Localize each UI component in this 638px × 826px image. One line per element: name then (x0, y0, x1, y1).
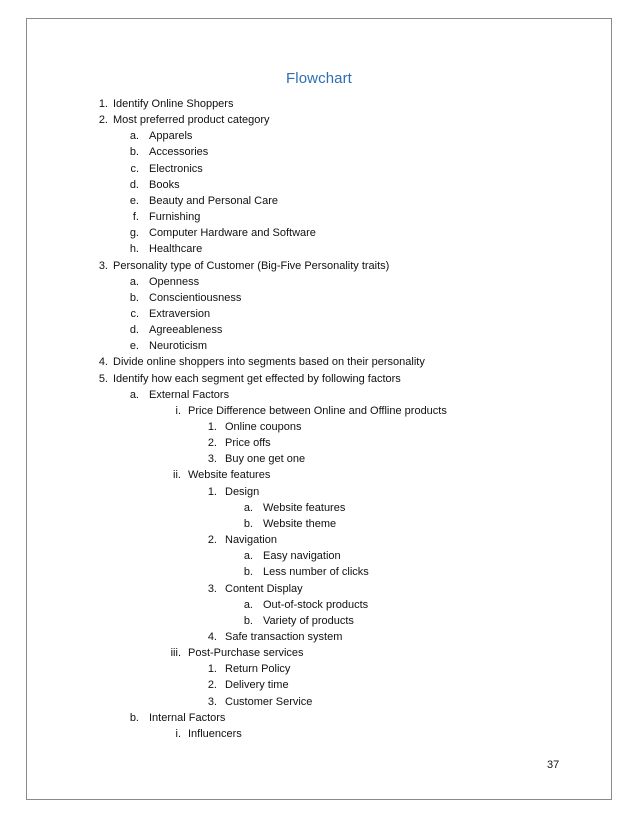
outline-item-marker: h. (129, 243, 139, 256)
outline-item-marker: 2. (207, 679, 217, 692)
outline-item-text: Extraversion (149, 307, 211, 320)
outline-item-marker: 3. (207, 453, 217, 466)
outline-item-text: Accessories (149, 146, 209, 159)
outline-item (0, 371, 638, 387)
outline-item (0, 274, 638, 290)
outline-item (0, 500, 638, 516)
outline-item (0, 694, 638, 710)
outline-item-text: Openness (149, 275, 200, 288)
outline-item (0, 161, 638, 177)
outline-item-marker: ii. (173, 469, 181, 482)
outline-item-marker: a. (129, 275, 139, 288)
outline-item-text: Navigation (225, 534, 277, 546)
outline-item-marker: 2. (98, 114, 108, 127)
page-title: Flowchart (286, 70, 352, 87)
outline-item-marker: d. (129, 324, 139, 337)
outline-item (0, 645, 638, 661)
outline-item (0, 144, 638, 160)
outline-item-marker: 5. (98, 372, 108, 385)
outline-item-marker: iii. (170, 647, 181, 660)
outline-item (0, 613, 638, 629)
outline-item-text: Variety of products (263, 614, 354, 627)
outline-item-text: Delivery time (225, 679, 289, 692)
outline-item (0, 128, 638, 144)
outline-item (0, 193, 638, 209)
outline-item-text: Computer Hardware and Software (149, 227, 316, 240)
outline-item-marker: a. (243, 501, 253, 514)
outline-item (0, 96, 638, 112)
outline-item (0, 564, 638, 580)
outline-item-marker: b. (129, 711, 139, 724)
outline-item-text: Neuroticism (149, 340, 208, 353)
outline-item-marker: b. (243, 566, 253, 579)
outline-item-text: Furnishing (149, 211, 201, 223)
outline-item (0, 581, 638, 597)
outline-item-text: Agreeableness (149, 324, 223, 337)
outline-item-marker: g. (129, 227, 139, 240)
outline-item (0, 403, 638, 419)
outline-item (0, 726, 638, 742)
outline-item-text: Divide online shoppers into segments based on their personality (113, 356, 425, 369)
outline-item-marker: d. (129, 178, 139, 191)
outline-item-marker: 1. (207, 663, 217, 676)
outline-item (0, 677, 638, 693)
outline-item-text: Influencers (188, 727, 242, 740)
outline-item-marker: 4. (98, 356, 108, 369)
outline-item-marker: 2. (207, 437, 217, 450)
outline-item-marker: a. (129, 130, 139, 143)
outline-item-text: Identify how each segment get effected by following factors (113, 372, 401, 385)
outline-item-text: Identify Online Shoppers (113, 98, 234, 110)
outline-item-text: Website features (188, 469, 271, 482)
outline-item-text: External Factors (149, 388, 230, 401)
page-number: 37 (547, 759, 560, 771)
outline-item (0, 484, 638, 500)
outline-item (0, 354, 638, 370)
outline-item (0, 467, 638, 483)
outline-item (0, 112, 638, 128)
outline-item-text: Personality type of Customer (Big-Five Personality traits) (113, 259, 390, 272)
outline-item (0, 225, 638, 241)
outline-item-text: Content Display (225, 582, 303, 595)
outline-item (0, 661, 638, 677)
outline-item-marker: 1. (98, 98, 108, 110)
outline-item-text: Internal Factors (149, 711, 226, 724)
outline-item-marker: 1. (207, 421, 217, 433)
outline-item-marker: a. (129, 388, 139, 401)
outline-item (0, 516, 638, 532)
outline-item (0, 241, 638, 257)
outline-item-text: Out-of-stock products (263, 598, 369, 611)
outline-item-text: Beauty and Personal Care (149, 194, 279, 207)
outline-item-marker: b. (243, 517, 253, 530)
outline-item-marker: 1. (207, 485, 217, 498)
outline-item (0, 322, 638, 338)
outline-item-marker: 2. (207, 534, 217, 546)
outline-item (0, 597, 638, 613)
outline-item (0, 419, 638, 435)
outline-item-text: Price Difference between Online and Offline products (188, 404, 447, 417)
outline-item-marker: a. (243, 550, 253, 563)
outline-item (0, 629, 638, 645)
outline-item-text: Customer Service (225, 695, 313, 708)
outline-item (0, 435, 638, 451)
outline-item-marker: a. (243, 598, 253, 611)
outline-item-text: Healthcare (149, 243, 203, 256)
outline-item-marker: f. (132, 211, 139, 223)
outline-item-text: Less number of clicks (263, 566, 369, 579)
outline-item-text: Return Policy (225, 663, 291, 676)
outline-item (0, 209, 638, 225)
outline-item (0, 290, 638, 306)
outline-item-text: Easy navigation (263, 550, 341, 563)
outline-item-marker: b. (243, 614, 253, 627)
outline-item-marker: 3. (207, 582, 217, 595)
outline-item (0, 451, 638, 467)
outline-item (0, 258, 638, 274)
outline-item-text: Website features (263, 501, 346, 514)
outline-item-text: Price offs (225, 437, 271, 450)
outline-item-text: Most preferred product category (113, 114, 270, 127)
outline-item-text: Website theme (263, 517, 337, 530)
outline-item (0, 710, 638, 726)
outline-item-text: Safe transaction system (225, 630, 343, 643)
outline-item-text: Design (225, 485, 260, 498)
outline-item-marker: 3. (207, 695, 217, 708)
outline-item-marker: b. (129, 291, 139, 304)
outline-item-text: Conscientiousness (149, 291, 242, 304)
outline-item (0, 532, 638, 548)
outline-item-text: Post-Purchase services (188, 647, 304, 660)
outline-item-text: Buy one get one (225, 453, 306, 466)
outline-item-marker: 4. (207, 630, 217, 643)
outline-item-marker: 3. (98, 259, 108, 272)
outline-item (0, 387, 638, 403)
outline-item-marker: c. (130, 307, 139, 320)
outline-item-marker: c. (130, 162, 139, 175)
outline-item-marker: b. (129, 146, 139, 159)
outline-item-marker: i. (175, 727, 181, 740)
outline-item-text: Electronics (149, 162, 203, 175)
outline-item-marker: e. (129, 340, 139, 353)
outline-item (0, 548, 638, 564)
outline-item-text: Apparels (149, 130, 193, 143)
outline-item-text: Online coupons (225, 421, 302, 433)
outline-item (0, 177, 638, 193)
outline-item-text: Books (149, 178, 180, 191)
outline-item-marker: i. (175, 404, 181, 417)
outline-item (0, 306, 638, 322)
outline-item (0, 338, 638, 354)
outline-item-marker: e. (129, 194, 139, 207)
